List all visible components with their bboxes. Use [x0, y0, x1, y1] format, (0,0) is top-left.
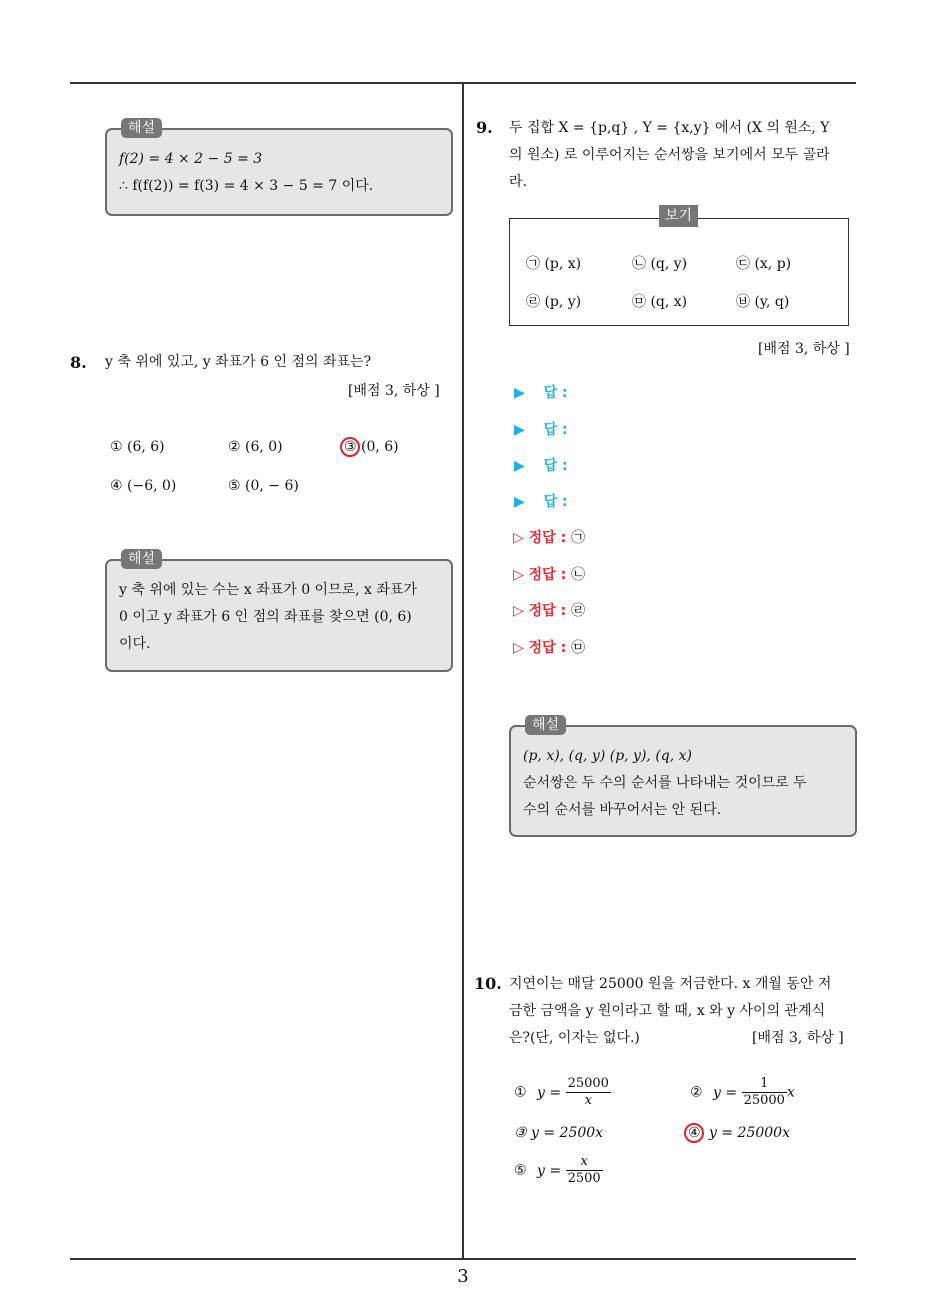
solution-line: ∴ f(f(2)) = f(3) = 4 × 3 − 5 = 7 이다.: [119, 178, 374, 194]
solution-tag: 해설: [525, 715, 566, 735]
solution-box-q7: [105, 120, 453, 216]
answer-label: 답 :: [543, 422, 568, 438]
column-divider: [462, 83, 464, 1258]
option-3[interactable]: ③ y = 2500x: [514, 1125, 604, 1141]
correct-answer-value: ㉣: [571, 603, 586, 619]
correct-label: 정답 :: [528, 603, 567, 619]
option-5[interactable]: ⑤ (0, − 6): [228, 478, 299, 494]
answer-field[interactable]: [514, 455, 568, 475]
option-3[interactable]: ③ (0, 6): [344, 439, 399, 455]
solution-line: 순서쌍은 두 수의 순서를 나타내는 것이므로 두: [523, 775, 807, 791]
fraction-numerator: 25000: [567, 1076, 609, 1091]
fraction-numerator: 1: [742, 1076, 787, 1093]
option-1[interactable]: [514, 1076, 611, 1109]
question-text: y 축 위에 있고, y 좌표가 6 인 점의 좌표는?: [105, 354, 372, 370]
solution-tag: 해설: [121, 549, 162, 569]
option-mark: ④: [688, 1125, 701, 1141]
correct-answer: [513, 600, 585, 620]
score-label: [배점 3, 하상 ]: [752, 1030, 844, 1046]
option-mark: ①: [514, 1084, 527, 1101]
solution-box-q8: [105, 551, 453, 672]
answer-label: 답 :: [543, 385, 568, 401]
option-lhs: y =: [537, 1162, 562, 1179]
page-number: 3: [457, 1266, 469, 1287]
bogi-item: ㉥ (y, q): [736, 294, 790, 310]
solution-tag: 해설: [121, 118, 162, 138]
answer-label: 답 :: [543, 458, 568, 474]
answer-mark-circle: [340, 437, 360, 457]
option-4[interactable]: ④ (−6, 0): [110, 478, 177, 494]
outline-triangle-icon: ▷: [513, 640, 524, 656]
bogi-tag: 보기: [659, 205, 698, 227]
option-1[interactable]: ① (6, 6): [110, 439, 165, 455]
bogi-box: [509, 208, 849, 326]
correct-answer-value: ㉡: [571, 567, 586, 583]
answer-mark-circle: [684, 1123, 704, 1143]
option-5[interactable]: [514, 1154, 603, 1187]
bogi-item: ㉤ (q, x): [632, 294, 688, 310]
question-line: 금한 금액을 y 원이라고 할 때, x 와 y 사이의 관계식: [509, 1003, 826, 1019]
solution-line: 0 이고 y 좌표가 6 인 점의 좌표를 찾으면 (0, 6): [119, 609, 412, 625]
option-2[interactable]: [690, 1076, 795, 1109]
bogi-item: ㉡ (q, y): [632, 256, 688, 272]
correct-label: 정답 :: [528, 567, 567, 583]
answer-label: 답 :: [543, 494, 568, 510]
solution-line: f(2) = 4 × 2 − 5 = 3: [119, 151, 263, 167]
correct-answer: [513, 637, 585, 657]
question-line: 은?(단, 이자는 없다.): [509, 1030, 640, 1046]
question-line: 라.: [509, 174, 527, 190]
correct-answer-value: ㉠: [571, 530, 586, 546]
option-tail: x: [786, 1084, 795, 1101]
correct-answer-value: ㉤: [571, 640, 586, 656]
option-mark: ②: [690, 1084, 703, 1101]
correct-label: 정답 :: [528, 640, 567, 656]
answer-field[interactable]: [514, 491, 568, 511]
question-line: 의 원소) 로 이루어지는 순서쌍을 보기에서 모두 골라: [509, 147, 830, 163]
bottom-rule: [70, 1258, 856, 1260]
question-number: 8.: [70, 353, 87, 372]
score-label: [배점 3, 하상 ]: [348, 383, 440, 399]
play-triangle-icon: ▶: [514, 494, 525, 510]
fraction-denominator: 25000: [743, 1093, 785, 1108]
solution-line: y 축 위에 있는 수는 x 좌표가 0 이므로, x 좌표가: [119, 582, 417, 598]
solution-line: (p, x), (q, y) (p, y), (q, x): [523, 748, 693, 764]
correct-answer: [513, 527, 585, 547]
fraction-denominator: x: [584, 1093, 592, 1108]
correct-label: 정답 :: [528, 530, 567, 546]
play-triangle-icon: ▶: [514, 458, 525, 474]
option-lhs: y =: [713, 1084, 738, 1101]
play-triangle-icon: ▶: [514, 422, 525, 438]
bogi-item: ㉠ (p, x): [526, 256, 582, 272]
option-rest: y = 25000x: [709, 1125, 790, 1141]
question-line: 두 집합 X = {p,q} , Y = {x,y} 에서 (X 의 원소, Y: [509, 120, 830, 136]
fraction: [742, 1076, 787, 1109]
answer-field[interactable]: [514, 382, 568, 402]
solution-line: 수의 순서를 바꾸어서는 안 된다.: [523, 802, 722, 818]
answer-field[interactable]: [514, 419, 568, 439]
solution-line: 이다.: [119, 636, 151, 652]
bogi-item: ㉣ (p, y): [526, 294, 582, 310]
fraction-numerator: x: [566, 1154, 603, 1171]
question-text: [509, 115, 859, 196]
play-triangle-icon: ▶: [514, 385, 525, 401]
option-mark: ⑤: [514, 1162, 527, 1179]
outline-triangle-icon: ▷: [513, 603, 524, 619]
score-label: [배점 3, 하상 ]: [758, 341, 850, 357]
fraction: [566, 1076, 611, 1109]
fraction-denominator: 2500: [567, 1171, 601, 1186]
fraction: [566, 1154, 603, 1187]
question-number: 9.: [476, 118, 493, 137]
outline-triangle-icon: ▷: [513, 530, 524, 546]
correct-answer: [513, 564, 585, 584]
solution-box-q9: [509, 717, 857, 837]
option-2[interactable]: ② (6, 0): [228, 439, 283, 455]
option-lhs: y =: [537, 1084, 562, 1101]
outline-triangle-icon: ▷: [513, 567, 524, 583]
question-line: 지연이는 매달 25000 원을 저금한다. x 개월 동안 저: [509, 976, 832, 992]
question-number: 10.: [474, 974, 502, 993]
bogi-item: ㉢ (x, p): [736, 256, 792, 272]
